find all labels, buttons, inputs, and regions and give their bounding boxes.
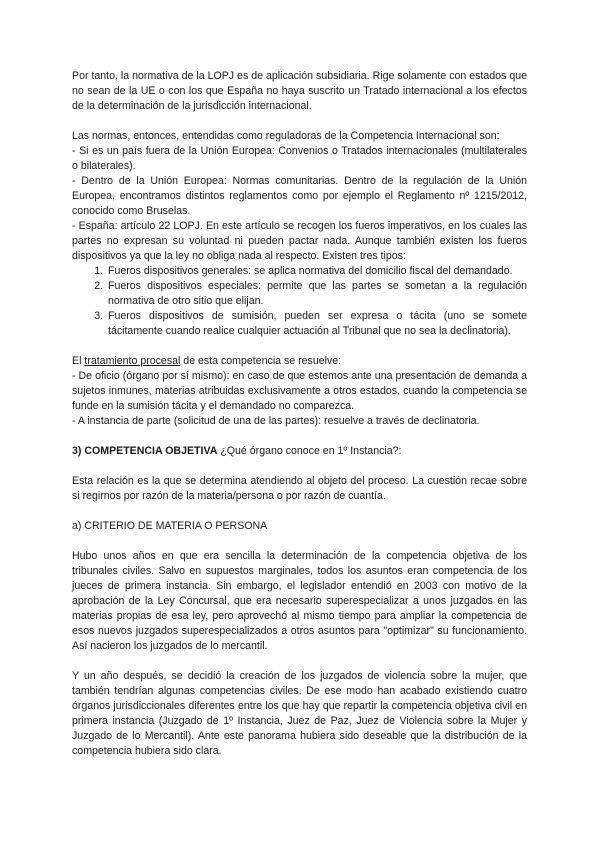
paragraph-lopj-subsidiaria: Por tanto, la normativa de la LOPJ es de aplicación subsidiaria. Rige solamente con estados que no sean de la UE o con los que España no haya suscrito un Tratado internacional a los efectos de la determinación de la jurisdicción internacional. <box>72 70 527 112</box>
subheading-criterio-materia: a) CRITERIO DE MATERIA O PERSONA <box>72 520 268 532</box>
paragraph-historia-juzgados: Hubo unos años en que era sencilla la determinación de la competencia objetiva de los tribunales civiles. Salvo en supuestos marginales, todos los asuntos eran competencia de los jueces de primera instancia. Sin embargo, el legislador entendió en 2003 con motivo de la aprobación de la Ley Concursal, que era necesario superespecializar a unos juzgados en las materias propias de esa ley, pero aprovechó al mismo tiempo para ampliar la competencia de esos nuevos juzgados superespecializados a otros asuntos para "optimizar" su funcionamiento. Así nacieron los juzgados de lo mercantil. <box>72 550 527 652</box>
paragraph-tratamiento-procesal: El tratamiento procesal de esta competencia se resuelve: <box>72 355 342 367</box>
paragraph-violencia-mujer: Y un año después, se decidió la creación de los juzgados de violencia sobre la mujer, que también tendrían algunas competencias civiles. De ese modo han acabado existiendo cuatro órganos jurisdiccionales diferentes entre los que hay que repartir la competencia objetiva civil en primera instancia (Juzgado de 1º Instancia, Juez de Paz, Juez de Violencia sobre la Mujer y Juzgado de lo Mercantil). Ante este panorama hubiera sido deseable que la distribución de la competencia hubiera sido clara. <box>72 670 527 757</box>
section-heading: 3) COMPETENCIA OBJETIVA ¿Qué órgano conoce en 1º Instancia?: <box>72 445 402 457</box>
paragraph-objeto-proceso: Esta relación es la que se determina atendiendo al objeto del proceso. La cuestión recae sobre si regirnos por razón de la materia/persona o por razón de cuantía. <box>72 475 527 502</box>
list-item: 2. Fueros dispositivos especiales: permite que las partes se sometan a la regulación normativa de otro sitio que elijan. <box>106 279 527 309</box>
bullet-instancia-parte: - A instancia de parte (solicitud de una de las partes): resuelve a través de declinatoria. <box>72 415 480 427</box>
paragraph-normas-intro: Las normas, entonces, entendidas como reguladoras de la Competencia Internacional son: <box>72 130 500 142</box>
bullet-espana: - España: artículo 22 LOPJ. En este artículo se recogen los fueros imperativos, en los cuales las partes no expresan su voluntad ni pueden pactar nada. Aunque también existen los fueros dispositivos ya que la ley no obliga nada al respecto. Existen tres tipos: <box>72 220 527 262</box>
page-content <box>72 69 527 759</box>
list-item: 1. Fueros dispositivos generales: se aplica normativa del domicilio fiscal del demandado. <box>106 264 527 279</box>
bullet-de-oficio: - De oficio (órgano por sí mismo): en caso de que estemos ante una presentación de demanda a sujetos inmunes, materias atribuidas exclusivamente a otros estados, cuando la competencia se funde en la sumisión tácita y el demandado no comparezca. <box>72 370 527 412</box>
fueros-list <box>72 264 527 339</box>
section-heading-bold: 3) COMPETENCIA OBJETIVA <box>72 445 218 457</box>
list-item: 3. Fueros dispositivos de sumisión, pueden ser expresa o tácita (uno se somete tácitamente cuando realice cualquier actuación al Tribunal que no sea la declinatoria). <box>106 309 527 339</box>
bullet-dentro-ue: - Dentro de la Unión Europea: Normas comunitarias. Dentro de la regulación de la Unión Europea, encontramos distintos reglamentos como por ejemplo el Reglamento nº 1215/2012, conocido como Bruselas. <box>72 175 527 217</box>
underlined-term: tratamiento procesal <box>84 355 181 367</box>
bullet-fuera-ue: - Si es un país fuera de la Unión Europea: Convenios o Tratados internacionales (multilaterales o bilaterales). <box>72 145 527 172</box>
